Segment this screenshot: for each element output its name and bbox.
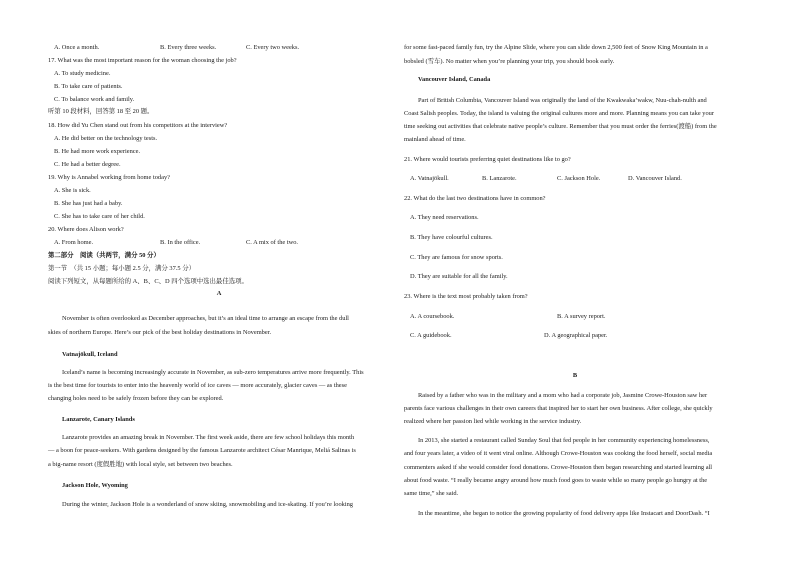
q18-option-a[interactable]: A. He did better on the technology tests. — [54, 135, 158, 142]
q23-option-b[interactable]: B. A survey report. — [557, 313, 606, 320]
jackson-heading: Jackson Hole, Wyoming — [62, 482, 128, 489]
intro-line-2: skies of northern Europe. Here’s our pick of the best holiday destinations in November. — [48, 329, 272, 336]
vancouver-line-3: time seeking out activities that celebrate native people’s culture. Remember that you must order the ferries(渡船) from the — [404, 123, 717, 130]
q22-option-b[interactable]: B. They have colourful cultures. — [410, 234, 493, 241]
q21-option-c[interactable]: C. Jackson Hole. — [557, 175, 601, 182]
vancouver-heading: Vancouver Island, Canada — [418, 76, 491, 83]
b-p2-line-1: In 2013, she started a restaurant called Sunday Soul that fed people in her community experiencing homelessness, — [418, 437, 710, 444]
b-p3-line-1: In the meantime, she began to notice the growing popularity of food delivery apps like Instacart and DoorDash. “I — [418, 510, 710, 517]
q20-option-b[interactable]: B. In the office. — [160, 239, 201, 246]
lanzarote-line-3: a big-name resort (度假胜地) with local style, set between two beaches. — [48, 461, 233, 468]
jackson-line-1: During the winter, Jackson Hole is a wonderland of snow skiing, snowmobiling and ice-skating. If you’re looking — [62, 501, 353, 508]
q20-option-c[interactable]: C. A mix of the two. — [246, 239, 299, 246]
vancouver-line-1: Part of British Columbia, Vancouver Island was originally the land of the Kwakwaka’wakw, Nuu-chah-nulth and — [418, 97, 707, 104]
q20-option-a[interactable]: A. From home. — [54, 239, 94, 246]
q19-stem: 19. Why is Annabel working from home today? — [48, 174, 170, 181]
vancouver-line-2: Coast Salish peoples. Today, the island is valuing the original cultures more and more. Planning means you can take your — [404, 110, 714, 117]
q17-stem: 17. What was the most important reason for the woman choosing the job? — [48, 57, 237, 64]
iceland-line-1: Iceland’s name is becoming increasingly accurate in November, as sub-zero temperatures arrive more frequently. This — [62, 369, 364, 376]
q17-option-b[interactable]: B. To take care of patients. — [54, 83, 123, 90]
q23-option-d[interactable]: D. A geographical paper. — [544, 332, 608, 339]
section1-title: 第一节 （共 15 小题；每小题 2.5 分，满分 37.5 分） — [48, 265, 195, 272]
iceland-line-2: is the best time for tourists to enter into the heavenly world of ice caves — more accurately, glacier caves — as these — [48, 382, 347, 389]
b-p2-line-2: and four years later, a video of it went viral online. Although Crowe-Houston was cooking the food herself, social media — [404, 450, 713, 457]
q23-option-a[interactable]: A. A coursebook. — [410, 313, 455, 320]
q22-option-c[interactable]: C. They are famous for snow sports. — [410, 254, 503, 261]
b-p2-line-5: same time,” she said. — [404, 490, 459, 497]
jackson-cont-line-2: bobsled (雪车). No matter when you’re planning your trip, you should book early. — [404, 58, 615, 65]
passage-a-label: A — [216, 290, 222, 297]
b-p2-line-4: about food waste. “I really became angry around how much food goes to waste while so many people go hungry at the — [404, 477, 708, 484]
jackson-cont-line-1: for some fast-paced family fun, try the Alpine Slide, where you can slide down 2,500 feet of Snow King Mountain in a — [404, 44, 708, 51]
intro-line-1: November is often overlooked as December approaches, but it’s an ideal time to arrange an escape from the dull — [62, 315, 349, 322]
q23-stem: 23. Where is the text most probably taken from? — [404, 293, 528, 300]
reading-instruction: 阅读下列短文，从每题所给的 A、B、C、D 四个选项中选出最佳选项。 — [48, 278, 248, 285]
q16-option-b[interactable]: B. Every three weeks. — [160, 44, 217, 51]
q21-stem: 21. Where would tourists preferring quiet destinations like to go? — [404, 156, 571, 163]
q16-option-a[interactable]: A. Once a month. — [54, 44, 100, 51]
q19-option-b[interactable]: B. She has just had a baby. — [54, 200, 123, 207]
q19-option-a[interactable]: A. She is sick. — [54, 187, 91, 194]
q16-option-c[interactable]: C. Every two weeks. — [246, 44, 300, 51]
q21-option-d[interactable]: D. Vancouver Island. — [628, 175, 682, 182]
q19-option-c[interactable]: C. She has to take care of her child. — [54, 213, 145, 220]
q20-stem: 20. Where does Alison work? — [48, 226, 124, 233]
q17-option-c[interactable]: C. To balance work and family. — [54, 96, 135, 103]
q18-option-b[interactable]: B. He had more work experience. — [54, 148, 141, 155]
passage-b-label: B — [572, 372, 578, 379]
listen-instruction-10: 听第 10 段材料，回答第 18 至 20 题。 — [48, 108, 154, 115]
q22-option-a[interactable]: A. They need reservations. — [410, 214, 479, 221]
b-p1-line-2: parents face various challenges in their own careers that inspired her to start her own business. After college, she quickly — [404, 405, 713, 412]
iceland-heading: Vatnajökull, Iceland — [62, 351, 118, 358]
lanzarote-line-2: — a boon for peace-seekers. With gardens designed by the famous Lanzarote architect César Manrique, Meliá Salinas is — [48, 447, 356, 454]
lanzarote-line-1: Lanzarote provides an amazing break in November. The first week aside, there are few school holidays this month — [62, 434, 355, 441]
iceland-line-3: changing holes need to be safely frozen before they can be explored. — [48, 395, 224, 402]
q22-stem: 22. What do the last two destinations have in common? — [404, 195, 546, 202]
q18-stem: 18. How did Yu Chen stand out from his competitors at the interview? — [48, 122, 228, 129]
q21-option-b[interactable]: B. Lanzarote. — [482, 175, 517, 182]
b-p2-line-3: commenters asked if she would consider food donations. Crowe-Houston then began researching and started learning all — [404, 464, 713, 471]
q22-option-d[interactable]: D. They are suitable for all the family. — [410, 273, 508, 280]
vancouver-line-4: mainland ahead of time. — [404, 136, 466, 143]
q17-option-a[interactable]: A. To study medicine. — [54, 70, 111, 77]
q23-option-c[interactable]: C. A guidebook. — [410, 332, 452, 339]
b-p1-line-3: realized where her passion lied while working in the service industry. — [404, 418, 582, 425]
lanzarote-heading: Lanzarote, Canary Islands — [62, 416, 135, 423]
q18-option-c[interactable]: C. He had a better degree. — [54, 161, 121, 168]
q21-option-a[interactable]: A. Vatnajökull. — [410, 175, 449, 182]
part2-title: 第二部分 阅读（共两节，满分 50 分） — [48, 252, 160, 259]
b-p1-line-1: Raised by a father who was in the military and a mom who had a corporate job, Jasmine Crowe-Houston saw her — [418, 392, 708, 399]
